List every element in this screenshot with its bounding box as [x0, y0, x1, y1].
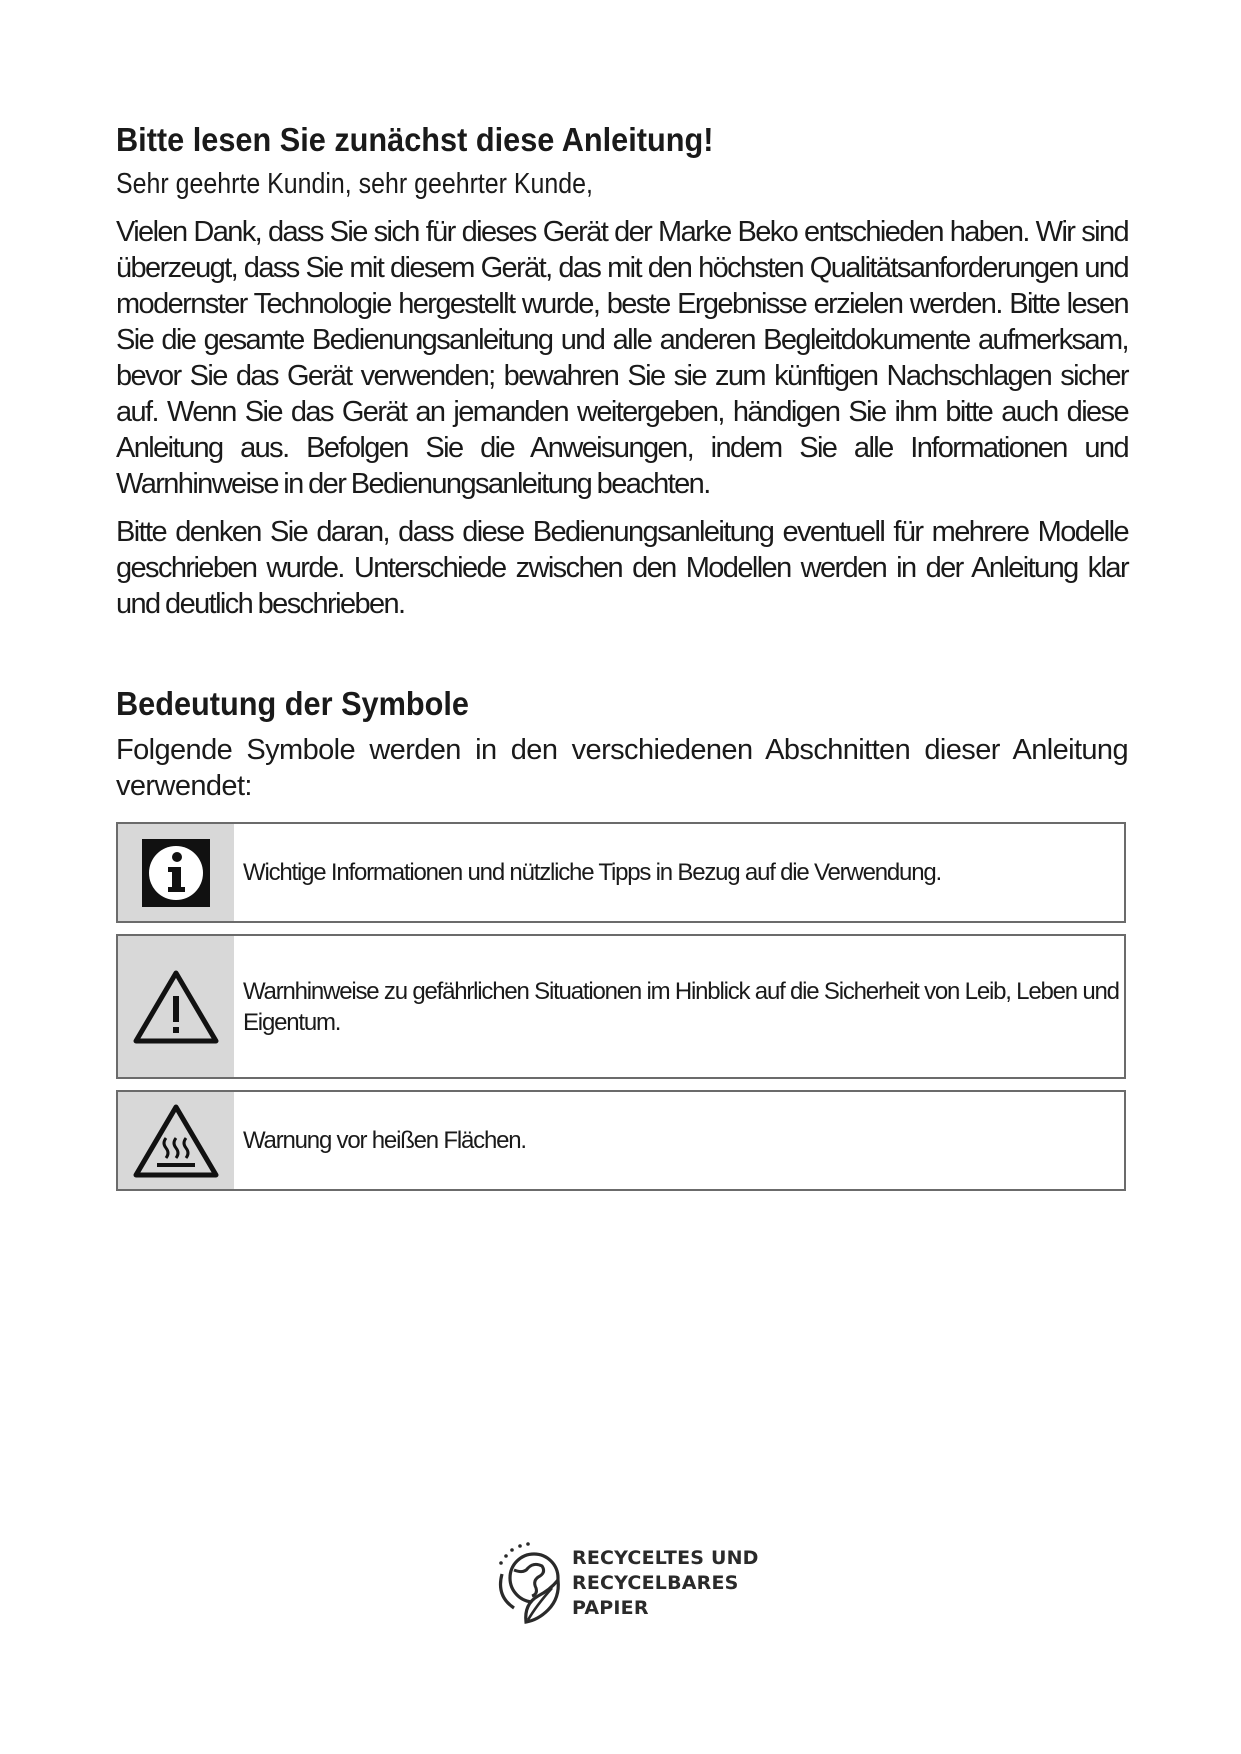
intro-paragraph-1: Vielen Dank, dass Sie sich für dieses Gerät der Marke Beko entschieden haben. Wir sind überzeugt, dass Sie mit diesem Gerät, das mit den höchsten Qualitätsanforderungen und modernster Technologie hergestellt wurde, beste Ergebnisse erzielen werden. Bitte lesen Sie die gesamte Bedienungsanleitung und alle anderen Begleitdokumente aufmerksam, bevor Sie das Gerät verwenden; bewahren Sie sie zum künftigen Nachschlagen sicher auf. Wenn Sie das Gerät an jemanden weitergeben, händigen Sie ihm bitte auch diese Anleitung aus. Befolgen Sie die Anweisungen, indem Sie alle Informationen und Warnhinweise in der Bedienungsanleitung beachten. [116, 216, 1128, 500]
recycle-label-line-2: RECYCELBARES [572, 1571, 739, 1594]
symbol-row-info [116, 822, 1126, 923]
warning-triangle-icon [132, 968, 220, 1046]
symbol-text-warning: Warnhinweise zu gefährlichen Situationen im Hinblick auf die Sicherheit von Leib, Leben und Eigentum. [243, 977, 1119, 1036]
recycle-globe-leaf-icon [492, 1540, 568, 1626]
symbol-row-hot-surface [116, 1090, 1126, 1191]
symbols-intro: Folgende Symbole werden in den verschiedenen Abschnitten dieser Anleitung verwendet: [116, 734, 1128, 802]
intro-paragraph-2: Bitte denken Sie daran, dass diese Bedienungsanleitung eventuell für mehrere Modelle geschrieben wurde. Unterschiede zwischen den Modellen werden in der Anleitung klar und deutlich beschrieben. [116, 516, 1128, 620]
symbol-text-info: Wichtige Informationen und nützliche Tipps in Bezug auf die Verwendung. [243, 859, 941, 886]
hot-surface-icon-cell [118, 1092, 234, 1189]
recycled-paper-badge [492, 1540, 759, 1626]
symbol-table [116, 822, 1126, 1191]
page-content [116, 120, 1128, 1202]
recycle-label-line-1: RECYCELTES UND [572, 1546, 759, 1569]
info-icon [140, 837, 212, 909]
greeting: Sehr geehrte Kundin, sehr geehrter Kunde, [116, 168, 593, 200]
recycle-label-line-3: PAPIER [572, 1596, 649, 1619]
info-icon-cell [118, 824, 234, 921]
warning-icon-cell [118, 936, 234, 1077]
hot-surface-icon [132, 1102, 220, 1180]
symbol-text-hot-surface: Warnung vor heißen Flächen. [243, 1127, 526, 1154]
symbol-row-warning [116, 934, 1126, 1079]
symbols-section [116, 684, 1128, 1191]
symbols-title: Bedeutung der Symbole [116, 685, 469, 722]
intro-title: Bitte lesen Sie zunächst diese Anleitung! [116, 121, 714, 158]
recycle-label [572, 1546, 759, 1621]
